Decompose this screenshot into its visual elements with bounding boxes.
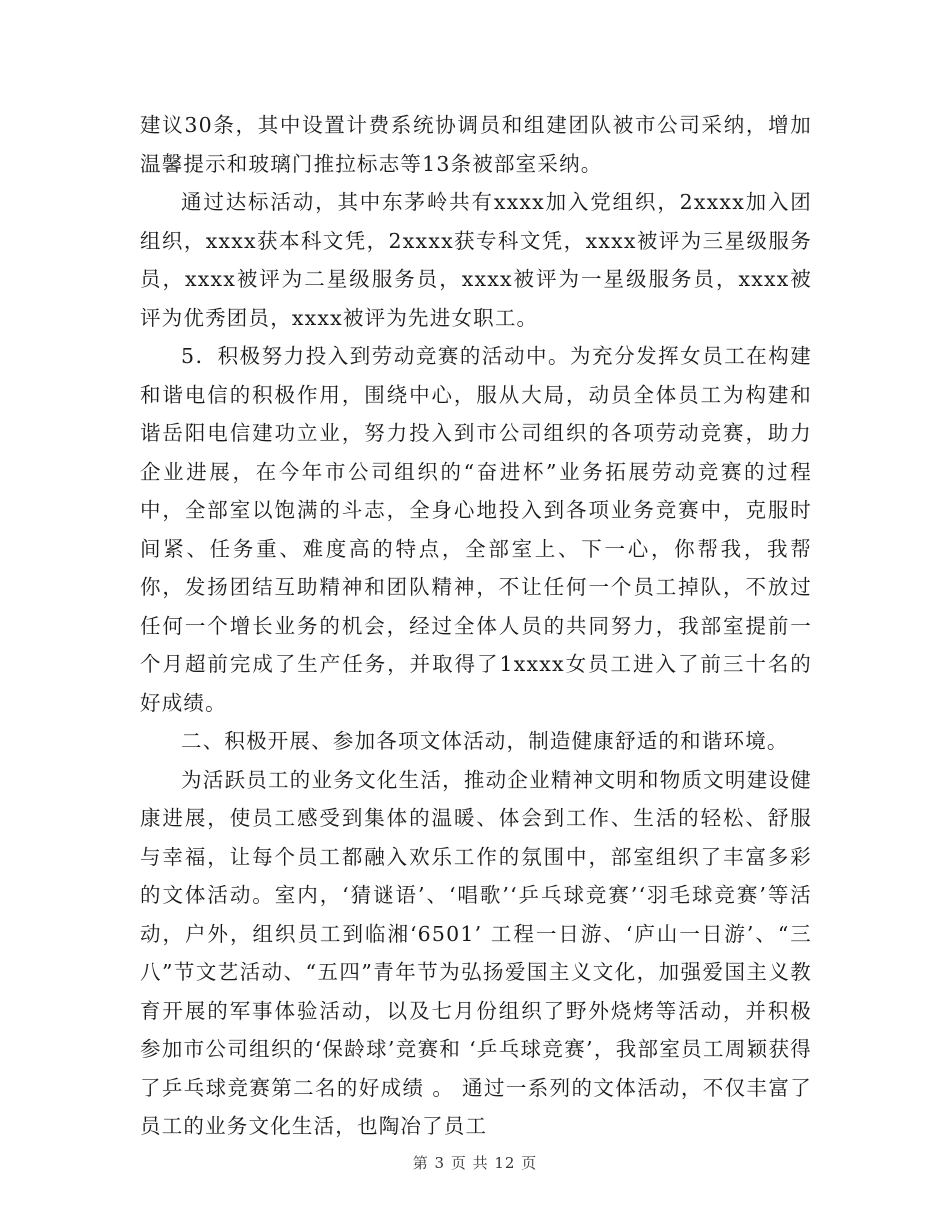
paragraph-standards-activity: 通过达标活动，其中东茅岭共有xxxx加入党组织，2xxxx加入团组织，xxxx获本科文凭，2xxxx获专科文凭，xxxx被评为三星级服务员，xxxx被评为二星级服务员，xxxx被评为一星级服务员，xxxx被评为优秀团员，xxxx被评为先进女职工。 (140, 190, 812, 330)
paragraph-cultural-activities: 为活跃员工的业务文化生活，推动企业精神文明和物质文明建设健康进展，使员工感受到集体的温暖、体会到工作、生活的轻松、舒服与幸福，让每个员工都融入欢乐工作的氛围中，部室组织了丰富多彩的文体活动。室内，‘猜谜语’、‘唱歌’‘乒乓球竞赛’‘羽毛球竞赛’等活动，户外，组织员工到临湘‘6501’ 工程一日游、‘庐山一日游’、“三八”节文艺活动、“五四”青年节为弘扬爱国主义文化，加强爱国主义教育开展的军事体验活动，以及七月份组织了野外烧烤等活动，并积极参加市公司组织的‘保龄球’竞赛和 ‘乒乓球竞赛’，我部室员工周颖获得了乒乓球竞赛第二名的好成绩 。 通过一系列的文体活动，不仅丰富了员工的业务文化生活，也陶冶了员工 (140, 767, 812, 1138)
section-heading-cultural-activities: 二、积极开展、参加各项文体活动，制造健康舒适的和谐环境。 (181, 729, 789, 753)
paragraph-labor-competition: 5．积极努力投入到劳动竞赛的活动中。为充分发挥女员工在构建和谐电信的积极作用，围绕中心，服从大局，动员全体员工为构建和谐岳阳电信建功立业，努力投入到市公司组织的各项劳动竞赛，助力企业进展，在今年市公司组织的“奋进杯”业务拓展劳动竞赛的过程中，全部室以饱满的斗志，全身心地投入到各项业务竞赛中，克服时间紧、任务重、难度高的特点，全部室上、下一心，你帮我，我帮你，发扬团结互助精神和团队精神，不让任何一个员工掉队，不放过任何一个增长业务的机会，经过全体人员的共同努力，我部室提前一个月超前完成了生产任务，并取得了1xxxx女员工进入了前三十名的好成绩。 (140, 344, 812, 715)
paragraph-continuation: 建议30条，其中设置计费系统协调员和组建团队被市公司采纳，增加温馨提示和玻璃门推拉标志等13条被部室采纳。 (140, 113, 812, 176)
document-body (140, 106, 812, 1146)
page-number-footer: 第 3 页 共 12 页 (412, 1154, 538, 1172)
